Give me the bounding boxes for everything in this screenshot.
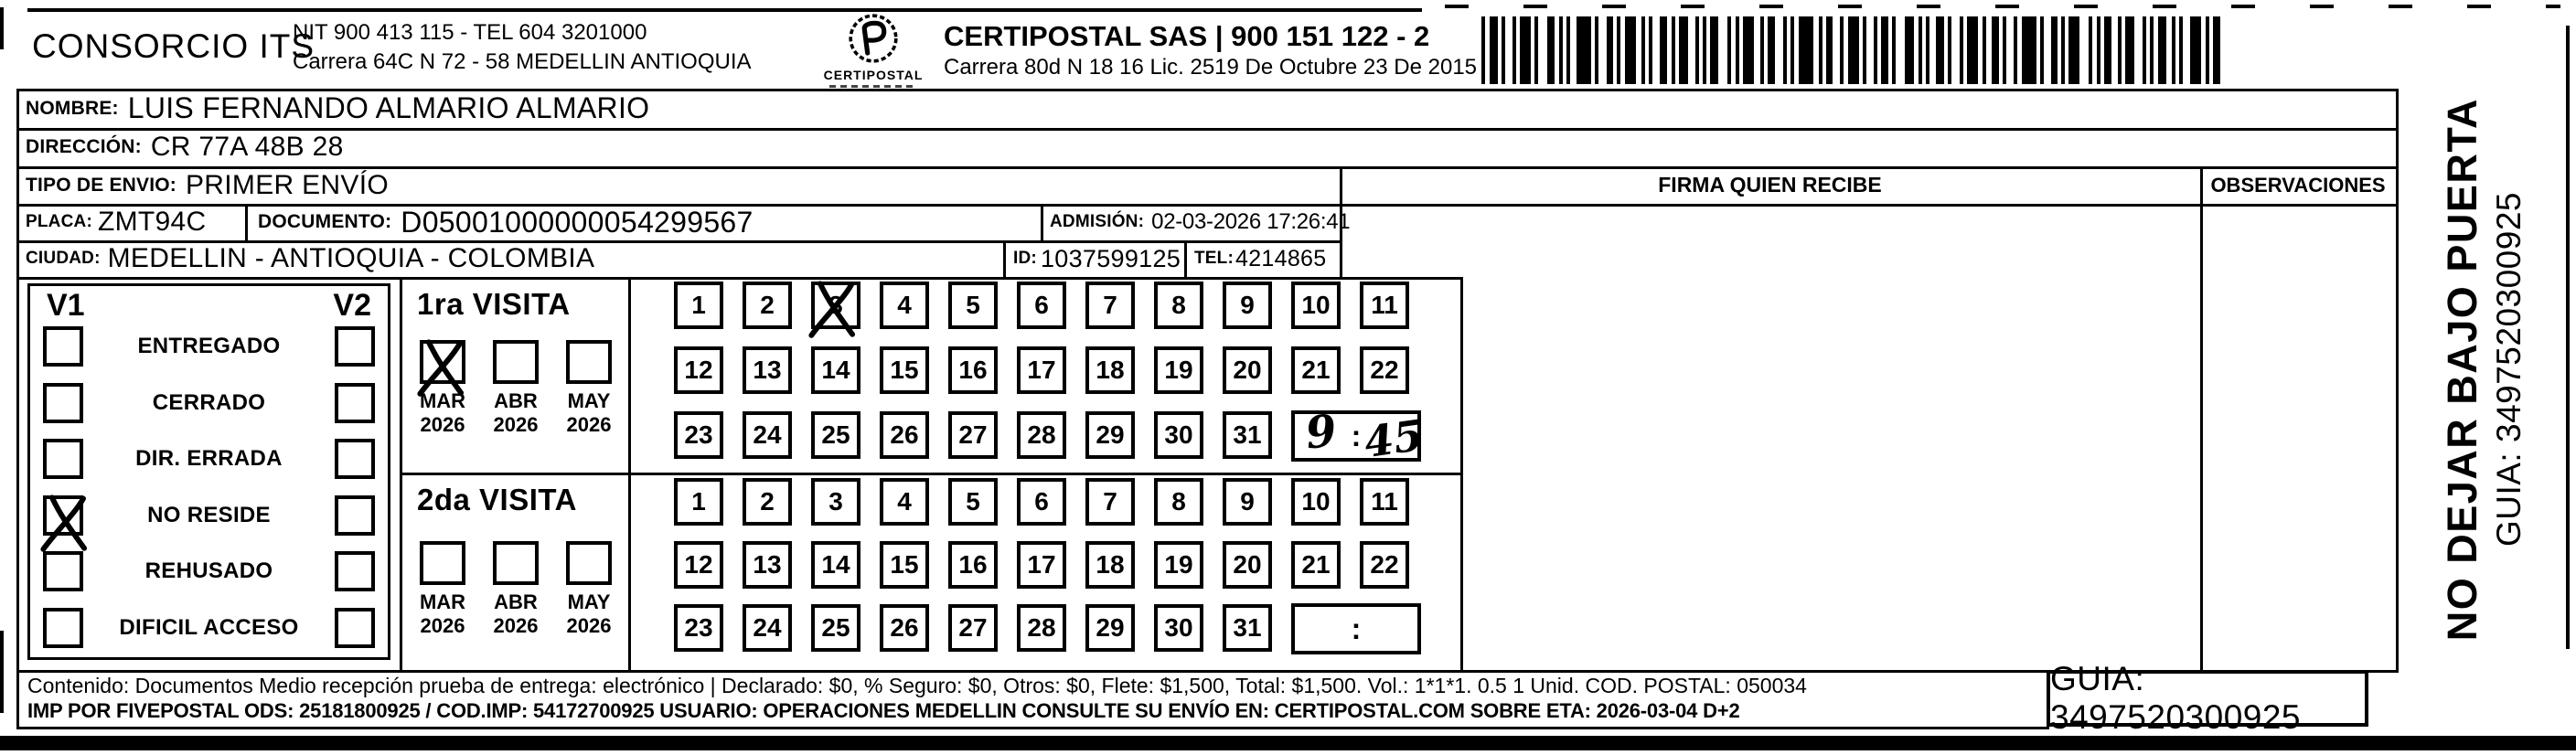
day-cell-6: 6 <box>1017 282 1066 329</box>
consorcio-address-line: Carrera 64C N 72 - 58 MEDELLIN ANTIOQUIA <box>293 49 752 74</box>
month-checkbox-abr <box>493 340 539 384</box>
day-cell-4: 4 <box>880 478 929 526</box>
month-label: MAR <box>419 590 466 613</box>
day-cell-5: 5 <box>948 282 998 329</box>
placa-label: PLACA: <box>26 212 92 231</box>
handwritten-x-mark <box>38 491 97 553</box>
documento-label: DOCUMENTO: <box>258 211 392 232</box>
visit2-day-grid <box>628 473 1460 670</box>
certipostal-logo-caption: CERTIPOSTAL <box>823 68 924 82</box>
status-row-dificil-acceso <box>43 608 375 648</box>
v2-checkbox-dir-errada <box>335 439 375 479</box>
table-line <box>2396 89 2399 673</box>
visit1-month-may <box>552 340 625 437</box>
scan-edge-left-tick <box>0 7 4 49</box>
day-cell-29: 29 <box>1085 604 1135 652</box>
day-cell-23: 23 <box>674 604 723 652</box>
status-label: NO RESIDE <box>147 502 271 527</box>
day-cell-18: 18 <box>1085 346 1135 394</box>
day-cell-7: 7 <box>1085 282 1135 329</box>
documento-value: D05001000000054299567 <box>401 205 754 239</box>
id-value: 1037599125 <box>1040 244 1181 272</box>
day-cell-5: 5 <box>948 478 998 526</box>
v2-column-label: V2 <box>333 288 371 323</box>
v2-checkbox-dificil-acceso <box>335 608 375 648</box>
scan-edge-bottom-bar <box>0 736 2576 750</box>
month-label: MAY <box>567 389 611 412</box>
status-label: ENTREGADO <box>137 334 281 358</box>
day-cell-29: 29 <box>1085 411 1135 459</box>
v2-checkbox-cerrado <box>335 383 375 423</box>
certipostal-logo-icon <box>843 11 903 68</box>
day-cell-19: 19 <box>1154 346 1203 394</box>
day-cell-18: 18 <box>1085 541 1135 589</box>
day-cell-10: 10 <box>1291 478 1341 526</box>
day-cell-25: 25 <box>811 411 860 459</box>
v1-checkbox-no-reside <box>43 495 83 536</box>
visit1-month-abr <box>479 340 552 437</box>
visit1-title: 1ra VISITA <box>417 287 571 321</box>
time-colon: : <box>1351 611 1362 645</box>
v2-checkbox-no-reside <box>335 495 375 536</box>
side-note-no-dejar: NO DEJAR BAJO PUERTA <box>2439 98 2485 642</box>
ciudad-value: MEDELLIN - ANTIOQUIA - COLOMBIA <box>107 243 595 273</box>
day-cell-21: 21 <box>1291 541 1341 589</box>
month-checkbox-mar <box>420 541 465 585</box>
day-cell-20: 20 <box>1223 541 1272 589</box>
visit1-months <box>402 340 625 437</box>
day-cell-2: 2 <box>743 478 792 526</box>
field-tipo-envio <box>26 166 389 204</box>
visit1-month-mar <box>406 340 479 437</box>
visit2-title: 2da VISITA <box>417 483 577 516</box>
visit2-panel <box>402 475 625 667</box>
scan-edge-top-line <box>27 8 1422 12</box>
nombre-label: NOMBRE: <box>26 97 119 119</box>
observaciones-header: OBSERVACIONES <box>2210 173 2386 197</box>
status-row-entregado <box>43 326 375 367</box>
month-label: ABR <box>494 389 538 412</box>
nombre-value: LUIS FERNANDO ALMARIO ALMARIO <box>127 91 650 124</box>
id-label: ID: <box>1013 249 1037 268</box>
month-checkbox-may <box>566 541 612 585</box>
field-direccion <box>26 128 344 166</box>
day-cell-14: 14 <box>811 346 860 394</box>
handwritten-x-mark <box>415 335 474 398</box>
day-cell-17: 17 <box>1017 541 1066 589</box>
day-cell-1: 1 <box>674 478 723 526</box>
day-cell-9: 9 <box>1223 478 1272 526</box>
day-cell-4: 4 <box>880 282 929 329</box>
day-cell-16: 16 <box>948 541 998 589</box>
month-label: ABR <box>494 590 538 613</box>
time-colon: : <box>1351 419 1362 452</box>
day-cell-11: 11 <box>1360 282 1409 329</box>
v1-checkbox-dir-errada <box>43 439 83 479</box>
day-cell-22: 22 <box>1360 346 1409 394</box>
admision-value: 02-03-2026 17:26:41 <box>1151 209 1351 234</box>
day-cell-26: 26 <box>880 411 929 459</box>
day-cell-20: 20 <box>1223 346 1272 394</box>
handwritten-hour: 9 <box>1303 405 1340 460</box>
table-line <box>245 204 248 243</box>
field-id <box>1013 240 1181 277</box>
status-row-cerrado <box>43 383 375 423</box>
placa-value: ZMT94C <box>97 207 207 237</box>
v1-column-label: V1 <box>47 288 85 323</box>
consorcio-title: CONSORCIO ITS <box>32 27 315 65</box>
day-cell-28: 28 <box>1017 604 1066 652</box>
certipostal-company-line: CERTIPOSTAL SAS | 900 151 122 - 2 <box>944 20 1430 52</box>
day-cell-12: 12 <box>674 541 723 589</box>
day-cell-19: 19 <box>1154 541 1203 589</box>
status-box <box>27 283 390 660</box>
scan-edge-top-dashes <box>1445 5 2560 8</box>
day-cell-3: 3 <box>811 478 860 526</box>
direccion-label: DIRECCIÓN: <box>26 136 142 157</box>
guia-number-box: GUIA: 3497520300925 <box>2047 670 2368 727</box>
day-cell-3: 3 <box>811 282 860 329</box>
day-cell-31: 31 <box>1223 411 1272 459</box>
table-line <box>16 670 2399 673</box>
table-line <box>16 727 2049 729</box>
status-label: CERRADO <box>152 389 266 415</box>
month-year-label: 2026 <box>493 413 539 436</box>
tel-label: TEL: <box>1194 249 1235 268</box>
firma-quien-recibe-header: FIRMA QUIEN RECIBE <box>1658 173 1882 197</box>
day-cell-2: 2 <box>743 282 792 329</box>
table-line <box>1003 240 1006 280</box>
field-nombre <box>26 89 649 128</box>
month-year-label: 2026 <box>420 413 465 436</box>
visit2-month-mar <box>406 541 479 638</box>
table-line <box>1184 240 1187 280</box>
handwritten-x-mark <box>807 277 865 339</box>
barcode <box>1481 16 2222 84</box>
field-placa <box>26 204 206 240</box>
ciudad-label: CIUDAD: <box>26 249 101 268</box>
handwritten-minute: 45 <box>1361 409 1427 468</box>
tipo-envio-label: TIPO DE ENVIO: <box>26 174 176 196</box>
day-cell-7: 7 <box>1085 478 1135 526</box>
day-cell-22: 22 <box>1360 541 1409 589</box>
day-cell-23: 23 <box>674 411 723 459</box>
footer-imp-line: IMP POR FIVEPOSTAL ODS: 25181800925 / COD.IMP: 54172700925 USUARIO: OPERACIONES MEDELLIN CONSULTE SU ENVÍO EN: CERTIPOSTAL.COM SOBRE ETA: 2026-03-04 D+2 <box>27 699 1740 722</box>
day-cell-13: 13 <box>743 541 792 589</box>
visit2-time-box <box>1291 603 1421 654</box>
month-year-label: 2026 <box>493 614 539 637</box>
status-label: DIR. ERRADA <box>135 446 283 472</box>
certipostal-license-line: Carrera 80d N 18 16 Lic. 2519 De Octubre 23 De 2015 <box>944 55 1478 80</box>
certipostal-logo <box>823 11 924 88</box>
status-label: DIFICIL ACCESO <box>119 614 299 640</box>
month-year-label: 2026 <box>420 614 465 637</box>
day-cell-15: 15 <box>880 346 929 394</box>
visit2-month-may <box>552 541 625 638</box>
day-cell-13: 13 <box>743 346 792 394</box>
visit1-panel <box>402 280 625 470</box>
table-line <box>16 89 19 729</box>
day-cell-21: 21 <box>1291 346 1341 394</box>
table-line <box>1041 204 1043 243</box>
table-line <box>16 128 2399 131</box>
v1-checkbox-entregado <box>43 326 83 367</box>
day-cell-26: 26 <box>880 604 929 652</box>
day-cell-8: 8 <box>1154 478 1203 526</box>
admision-label: ADMISIÓN: <box>1050 212 1145 231</box>
day-cell-25: 25 <box>811 604 860 652</box>
day-cell-24: 24 <box>743 604 792 652</box>
field-admision <box>1050 204 1350 240</box>
day-cell-17: 17 <box>1017 346 1066 394</box>
status-label: REHUSADO <box>144 558 273 584</box>
day-cell-6: 6 <box>1017 478 1066 526</box>
day-cell-1: 1 <box>674 282 723 329</box>
day-cell-30: 30 <box>1154 604 1203 652</box>
day-cell-28: 28 <box>1017 411 1066 459</box>
day-cell-14: 14 <box>811 541 860 589</box>
scan-edge-right-line <box>2566 26 2570 649</box>
status-rows <box>43 326 375 648</box>
month-label: MAY <box>567 590 611 613</box>
day-cell-30: 30 <box>1154 411 1203 459</box>
month-checkbox-abr <box>493 541 539 585</box>
consorcio-nit-line1: NIT 900 413 115 - TEL 604 3201000 <box>293 20 647 45</box>
day-cell-24: 24 <box>743 411 792 459</box>
tel-value: 4214865 <box>1235 245 1327 271</box>
visit1-time-box <box>1291 405 1427 468</box>
day-cell-9: 9 <box>1223 282 1272 329</box>
side-note-guia: GUIA: 3497520300925 <box>2490 192 2528 548</box>
scan-edge-left-tick-lower <box>0 631 4 713</box>
day-cell-8: 8 <box>1154 282 1203 329</box>
month-checkbox-mar <box>420 340 465 384</box>
status-row-no-reside <box>43 495 375 536</box>
v2-checkbox-entregado <box>335 326 375 367</box>
v1-checkbox-dificil-acceso <box>43 608 83 648</box>
v1-checkbox-rehusado <box>43 551 83 591</box>
direccion-value: CR 77A 48B 28 <box>150 132 344 162</box>
firma-signature-area <box>1463 207 2200 670</box>
v2-checkbox-rehusado <box>335 551 375 591</box>
tipo-envio-value: PRIMER ENVÍO <box>186 169 389 200</box>
day-cell-10: 10 <box>1291 282 1341 329</box>
observaciones-area <box>2203 207 2396 670</box>
side-note <box>2401 89 2566 651</box>
field-tel <box>1194 240 1326 277</box>
day-cell-27: 27 <box>948 604 998 652</box>
certipostal-logo-tagline <box>829 85 917 88</box>
visit1-day-grid <box>628 277 1460 473</box>
month-year-label: 2026 <box>566 614 612 637</box>
status-row-dir-errada <box>43 439 375 479</box>
field-ciudad <box>26 240 594 277</box>
month-checkbox-may <box>566 340 612 384</box>
day-cell-15: 15 <box>880 541 929 589</box>
day-cell-16: 16 <box>948 346 998 394</box>
day-cell-27: 27 <box>948 411 998 459</box>
visit2-months <box>402 541 625 638</box>
day-cell-11: 11 <box>1360 478 1409 526</box>
footer-content-line: Contenido: Documentos Medio recepción prueba de entrega: electrónico | Declarado: $0, % Seguro: $0, Otros: $0, Flete: $1,500, Total: $1,500. Vol.: 1*1*1. 0.5 1 Unid. COD. POSTAL: 050034 <box>27 674 1807 697</box>
status-row-rehusado <box>43 551 375 591</box>
field-documento <box>258 204 754 240</box>
visit2-month-abr <box>479 541 552 638</box>
day-cell-12: 12 <box>674 346 723 394</box>
month-year-label: 2026 <box>566 413 612 436</box>
day-cell-31: 31 <box>1223 604 1272 652</box>
month-label: MAR <box>419 389 466 412</box>
v1-checkbox-cerrado <box>43 383 83 423</box>
